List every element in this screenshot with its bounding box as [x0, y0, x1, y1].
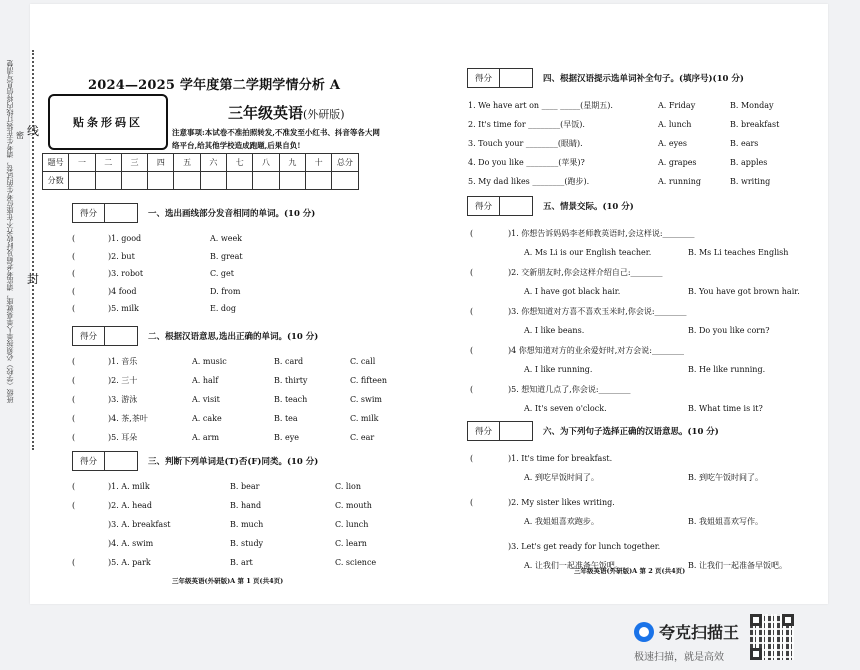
s1-item-1-p[interactable]: (: [72, 234, 76, 243]
s5-item-1-p[interactable]: (: [470, 229, 474, 238]
s1-item-5-p[interactable]: (: [72, 304, 76, 313]
score-input[interactable]: [332, 172, 358, 190]
s2-item-5-b: B. eye: [274, 433, 299, 442]
s2-item-1-c: C. call: [350, 357, 376, 366]
s4-item-5-q: 5. My dad likes ________(跑步).: [468, 177, 590, 186]
score-cell: 十: [305, 154, 331, 172]
s2-item-4-n: )4. 茶,茶叶: [108, 414, 148, 423]
s2-item-3-c: C. swim: [350, 395, 383, 404]
page-footer-2: 三年级英语(外研版)A 第 2 页(共4页): [574, 567, 686, 575]
s4-item-4-a: A. grapes: [658, 158, 697, 167]
s2-item-4-a: A. cake: [192, 414, 222, 423]
section-title: 五、情景交际。(10 分): [543, 202, 634, 212]
section-title: 一、选出画线部分发音相同的单词。(10 分): [148, 209, 316, 219]
score-box-label: 得分: [73, 204, 105, 222]
s2-item-5-c: C. ear: [350, 433, 375, 442]
score-box-label: 得分: [468, 69, 500, 87]
exam-subtitle: [228, 102, 345, 123]
s5-item-5-b: B. What time is it?: [688, 404, 763, 413]
brand-name: 夸克扫描王: [659, 623, 740, 642]
s5-item-2-n: )2. 交新朋友时,你会这样介绍自己:________: [508, 268, 663, 277]
s6-item-1-b: B. 到吃午饭时间了。: [688, 473, 763, 482]
s5-item-5-a: A. It's seven o'clock.: [524, 404, 607, 413]
s2-item-2-a: A. half: [192, 376, 219, 385]
s3-item-4-n: )4. A. swim: [108, 539, 154, 548]
s3-item-5-n: )5. A. park: [108, 558, 151, 567]
s6-item-3-b: B. 让我们一起准备早饭吧。: [688, 561, 787, 570]
score-box: [467, 68, 533, 88]
score-box: [72, 451, 138, 471]
s3-item-1-p[interactable]: (: [72, 482, 76, 491]
section-3-header: [72, 451, 318, 471]
s2-item-1-n: )1. 音乐: [108, 357, 138, 366]
s5-item-3-n: )3. 你想知道对方喜不喜欢玉米时,你会说:________: [508, 307, 687, 316]
s2-item-4-p[interactable]: (: [72, 414, 76, 423]
score-cell: 四: [148, 154, 174, 172]
s2-item-1-a: A. music: [192, 357, 227, 366]
score-table-header: [43, 154, 359, 172]
s5-item-2-a: A. I have got black hair.: [524, 287, 621, 296]
score-table-row: [43, 172, 359, 190]
section-title: 四、根据汉语提示选单词补全句子。(填序号)(10 分): [543, 74, 744, 84]
section-6-header: [467, 421, 719, 441]
s2-item-3-b: B. teach: [274, 395, 308, 404]
score-cell: 三: [121, 154, 147, 172]
score-box: [467, 196, 533, 216]
score-box-label: 得分: [73, 327, 105, 345]
score-box-label: 得分: [73, 452, 105, 470]
s6-item-2-b: B. 我姐姐喜欢写作。: [688, 517, 763, 526]
s1-item-3-p[interactable]: (: [72, 269, 76, 278]
s4-item-2-a: A. lunch: [658, 120, 692, 129]
score-cell: 题号: [43, 154, 69, 172]
s1-item-1-n: )1. good: [108, 234, 142, 243]
scanner-brand: [634, 620, 739, 643]
s1-item-2-p[interactable]: (: [72, 251, 76, 261]
s3-item-2-b: B. hand: [230, 501, 262, 510]
score-cell: 五: [174, 154, 200, 172]
s3-item-1-n: )1. A. milk: [108, 482, 150, 491]
score-cell: 二: [95, 154, 121, 172]
s3-item-3-c: C. lunch: [335, 520, 369, 529]
s6-item-1-p[interactable]: (: [470, 454, 474, 463]
s4-item-4-b: B. apples: [730, 158, 768, 167]
binding-mi: 密: [16, 131, 24, 140]
s4-item-3-b: B. ears: [730, 139, 759, 148]
score-box: [72, 326, 138, 346]
score-input[interactable]: [253, 172, 279, 190]
s6-item-2-a: A. 我姐姐喜欢跑步。: [524, 517, 599, 526]
s3-item-5-c: C. science: [335, 558, 377, 567]
section-4-header: [467, 68, 744, 88]
s6-item-1-n: )1. It's time for breakfast.: [508, 454, 613, 463]
s4-item-5-b: B. writing: [730, 177, 771, 186]
s5-item-5-p[interactable]: (: [470, 385, 474, 394]
s3-item-4-b: B. study: [230, 539, 264, 548]
s5-item-3-p[interactable]: (: [470, 307, 474, 316]
qr-code-icon: [750, 614, 794, 660]
s4-item-1-b: B. Monday: [730, 101, 774, 110]
s2-item-2-b: B. thirty: [274, 376, 308, 385]
s6-item-1-a: A. 到吃早饭时间了。: [524, 473, 599, 482]
s1-item-3-n: )3. robot: [108, 269, 144, 278]
barcode-area: 贴条形码区: [48, 94, 168, 150]
s5-item-2-p[interactable]: (: [470, 268, 474, 277]
score-cell: 六: [200, 154, 226, 172]
s2-item-1-p[interactable]: (: [72, 357, 76, 366]
exam-title: 2024—2025 学年度第二学期学情分析 A: [88, 78, 341, 93]
s2-item-2-p[interactable]: (: [72, 376, 76, 385]
s3-item-2-p[interactable]: (: [72, 501, 76, 510]
score-box-label: 得分: [468, 197, 500, 215]
s6-item-2-p[interactable]: (: [470, 498, 474, 507]
score-input[interactable]: [200, 172, 226, 190]
s5-item-3-a: A. I like beans.: [524, 326, 585, 335]
s4-item-4-q: 4. Do you like ________(苹果)?: [468, 158, 585, 167]
s1-item-4-n: )4 food: [108, 286, 137, 296]
score-input[interactable]: [121, 172, 147, 190]
s2-item-3-p[interactable]: (: [72, 395, 76, 404]
s5-item-4-a: A. I like running.: [524, 365, 593, 374]
notice: 注意事项:本试卷不准拍照转发,不准发至小红书、抖音等各大网络平台,给其他学校造成跑题,后果自负!: [172, 128, 380, 150]
score-table: [42, 153, 359, 190]
qr-corner: [750, 614, 762, 626]
score-box-label: 得分: [468, 422, 500, 440]
score-cell: 九: [279, 154, 305, 172]
s1-item-3-a: C. get: [210, 269, 234, 278]
s4-item-2-q: 2. It's time for ________(早饭).: [468, 120, 585, 129]
score-cell: 七: [227, 154, 253, 172]
s5-item-4-p[interactable]: (: [470, 346, 474, 355]
score-input[interactable]: [305, 172, 331, 190]
section-1-header: [72, 203, 315, 223]
binding-line: [32, 50, 34, 450]
s3-item-2-c: C. mouth: [335, 501, 372, 510]
s2-item-1-b: B. card: [274, 357, 304, 366]
section-title: 三、判断下列单词是(T)否(F)同类。(10 分): [148, 457, 319, 467]
s4-item-1-a: A. Friday: [658, 101, 696, 110]
s3-item-5-b: B. art: [230, 558, 253, 567]
score-input[interactable]: [279, 172, 305, 190]
score-input[interactable]: [95, 172, 121, 190]
s4-item-5-a: A. running: [658, 177, 701, 186]
section-title: 六、为下列句子选择正确的汉语意思。(10 分): [543, 427, 719, 437]
s3-item-3-n: )3. A. breakfast: [108, 520, 171, 529]
s6-item-3-a: A. 让我们一起准备午饭吧。: [524, 561, 623, 570]
s1-item-2-n: )2. but: [108, 251, 135, 261]
s6-item-3-n: )3. Let's get ready for lunch together.: [508, 542, 661, 551]
s1-item-2-a: B. great: [210, 251, 243, 261]
s2-item-3-n: )3. 游泳: [108, 395, 138, 404]
s5-item-1-b: B. Ms Li teaches English: [688, 248, 789, 257]
s2-item-5-p[interactable]: (: [72, 433, 76, 442]
s3-item-3-b: B. much: [230, 520, 264, 529]
score-input[interactable]: [148, 172, 174, 190]
score-input[interactable]: [69, 172, 95, 190]
score-input[interactable]: [174, 172, 200, 190]
s2-item-5-a: A. arm: [192, 433, 220, 442]
score-input[interactable]: [227, 172, 253, 190]
scanner-logo-icon: [634, 622, 654, 642]
s1-item-4-a: D. from: [210, 286, 241, 296]
s5-item-1-a: A. Ms Li is our English teacher.: [524, 248, 652, 257]
score-cell: 八: [253, 154, 279, 172]
s2-item-2-c: C. fifteen: [350, 376, 388, 385]
s2-item-4-b: B. tea: [274, 414, 298, 423]
s4-item-2-b: B. breakfast: [730, 120, 780, 129]
score-cell: 一: [69, 154, 95, 172]
edition: (外研版): [303, 108, 345, 121]
qr-corner: [782, 614, 794, 626]
s3-item-5-p[interactable]: (: [72, 558, 76, 567]
subject: 三年级英语: [228, 104, 304, 122]
section-5-header: [467, 196, 634, 216]
score-cell: 总分: [332, 154, 358, 172]
s3-item-4-c: C. learn: [335, 539, 367, 548]
s4-item-3-a: A. eyes: [658, 139, 687, 148]
s1-item-4-p[interactable]: (: [72, 286, 76, 296]
s6-item-2-n: )2. My sister likes writing.: [508, 498, 615, 507]
page-footer-1: 三年级英语(外研版)A 第 1 页(共4页): [172, 577, 284, 585]
s4-item-1-q: 1. We have art on ____ _____(星期五).: [468, 101, 613, 110]
binding-feng: 封: [27, 272, 40, 286]
s2-item-5-n: )5. 耳朵: [108, 433, 138, 442]
s2-item-2-n: )2. 三十: [108, 376, 138, 385]
s5-item-4-b: B. He like running.: [688, 365, 766, 374]
s5-item-5-n: )5. 想知道几点了,你会说:________: [508, 385, 631, 394]
brand-slogan: 极速扫描，就是高效: [634, 652, 724, 663]
binding-note: 班级（学校）必须按单人单桌就座，请监考老师及时收齐不在座位考生的试卷，请考生在装订线内将信息写清楚: [6, 60, 14, 403]
s2-item-3-a: A. visit: [192, 395, 220, 404]
s4-item-3-q: 3. Touch your ________(眼睛).: [468, 139, 583, 148]
s3-item-1-c: C. lion: [335, 482, 362, 491]
score-box: [467, 421, 533, 441]
score-cell: 分数: [43, 172, 69, 190]
s5-item-4-n: )4 你想知道对方的业余爱好时,对方会说:________: [508, 346, 684, 355]
s3-item-1-b: B. bear: [230, 482, 260, 491]
qr-corner: [750, 648, 762, 660]
score-box: [72, 203, 138, 223]
s5-item-3-b: B. Do you like corn?: [688, 326, 770, 335]
s2-item-4-c: C. milk: [350, 414, 379, 423]
section-2-header: [72, 326, 318, 346]
section-title: 二、根据汉语意思,选出正确的单词。(10 分): [148, 332, 319, 342]
binding-xian: 线: [27, 124, 40, 138]
s3-item-2-n: )2. A. head: [108, 501, 152, 510]
s1-item-1-a: A. week: [210, 234, 243, 243]
s1-item-5-a: E. dog: [210, 304, 236, 313]
s5-item-2-b: B. You have got brown hair.: [688, 287, 800, 296]
s1-item-5-n: )5. milk: [108, 304, 139, 313]
s5-item-1-n: )1. 你想告诉妈妈李老师教英语时,会这样说:________: [508, 229, 695, 238]
